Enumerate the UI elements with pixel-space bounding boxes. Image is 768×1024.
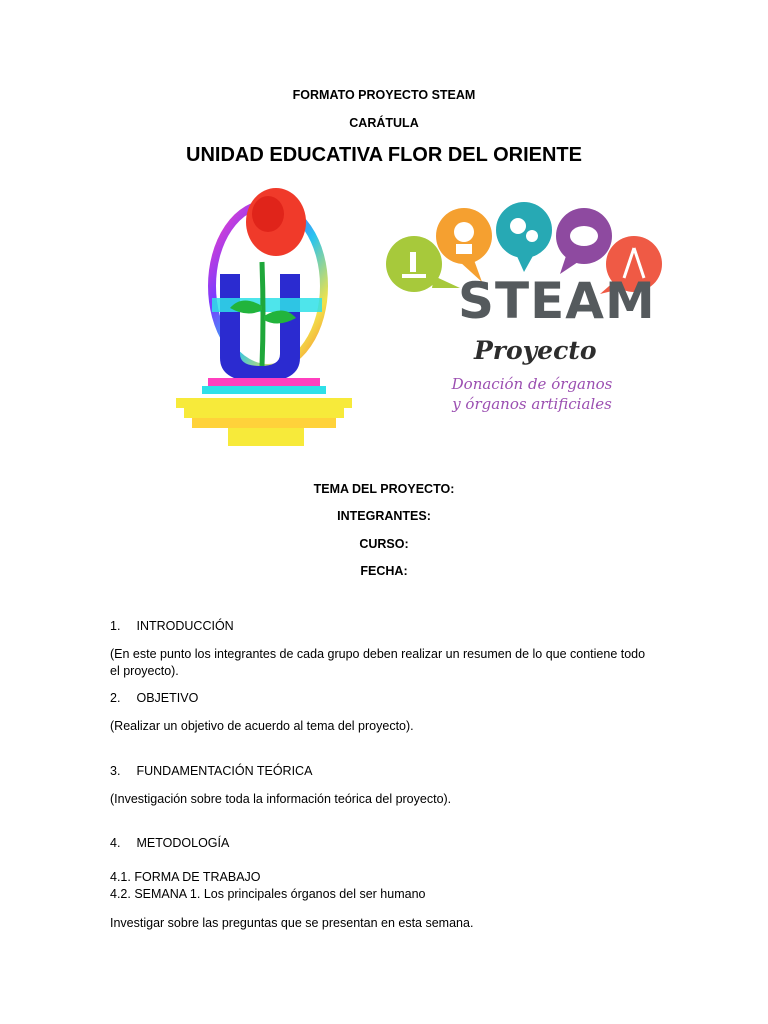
section-title: OBJETIVO: [136, 691, 199, 705]
steam-logo-word: STEAM: [458, 272, 656, 330]
cover-label: CARÁTULA: [349, 116, 419, 130]
topic-line-2: y órganos artificiales: [452, 395, 612, 413]
section-number: 2.: [110, 691, 121, 705]
section-text-introduccion: (En este punto los integrantes de cada grupo deben realizar un resumen de lo que contiene todo el proyecto).: [110, 647, 646, 678]
section-title: FUNDAMENTACIÓN TEÓRICA: [136, 764, 313, 778]
steam-logo-subtitle: Proyecto: [474, 336, 597, 365]
palette-bubble-icon: [556, 208, 612, 274]
subsection-semana-1: [110, 887, 425, 901]
section-title: INTRODUCCIÓN: [136, 619, 234, 633]
fecha-label: FECHA:: [360, 564, 408, 578]
school-name: UNIDAD EDUCATIVA FLOR DEL ORIENTE: [186, 144, 582, 166]
section-text-objetivo: (Realizar un objetivo de acuerdo al tema del proyecto).: [110, 719, 414, 733]
subsection-number: 4.1.: [110, 870, 131, 884]
school-logo: [172, 186, 357, 454]
section-number: 1.: [110, 619, 121, 633]
format-title: FORMATO PROYECTO STEAM: [292, 88, 476, 102]
topic-line-1: Donación de órganos: [451, 375, 613, 393]
subsection-number: 4.2.: [110, 887, 131, 901]
integrantes-label: INTEGRANTES:: [337, 509, 431, 523]
subsection-title: FORMA DE TRABAJO: [134, 870, 261, 884]
section-heading-introduccion: [110, 619, 234, 633]
curso-label: CURSO:: [359, 537, 409, 551]
steam-logo-topic: [432, 374, 632, 414]
section-heading-objetivo: [110, 691, 198, 705]
gears-bubble-icon: [496, 202, 552, 272]
section-text-fundamentacion: (Investigación sobre toda la información teórica del proyecto).: [110, 792, 452, 806]
section-heading-fundamentacion: [110, 764, 312, 778]
subsection-title: SEMANA 1. Los principales órganos del ser humano: [134, 887, 426, 901]
tema-label: TEMA DEL PROYECTO:: [313, 482, 455, 496]
section-title: METODOLOGÍA: [136, 836, 230, 850]
final-paragraph: Investigar sobre las preguntas que se presentan en esta semana.: [110, 916, 474, 930]
subsection-forma-trabajo: [110, 870, 261, 884]
section-heading-metodologia: [110, 836, 229, 850]
section-number: 3.: [110, 764, 121, 778]
robot-bubble-icon: [436, 208, 492, 282]
section-number: 4.: [110, 836, 121, 850]
